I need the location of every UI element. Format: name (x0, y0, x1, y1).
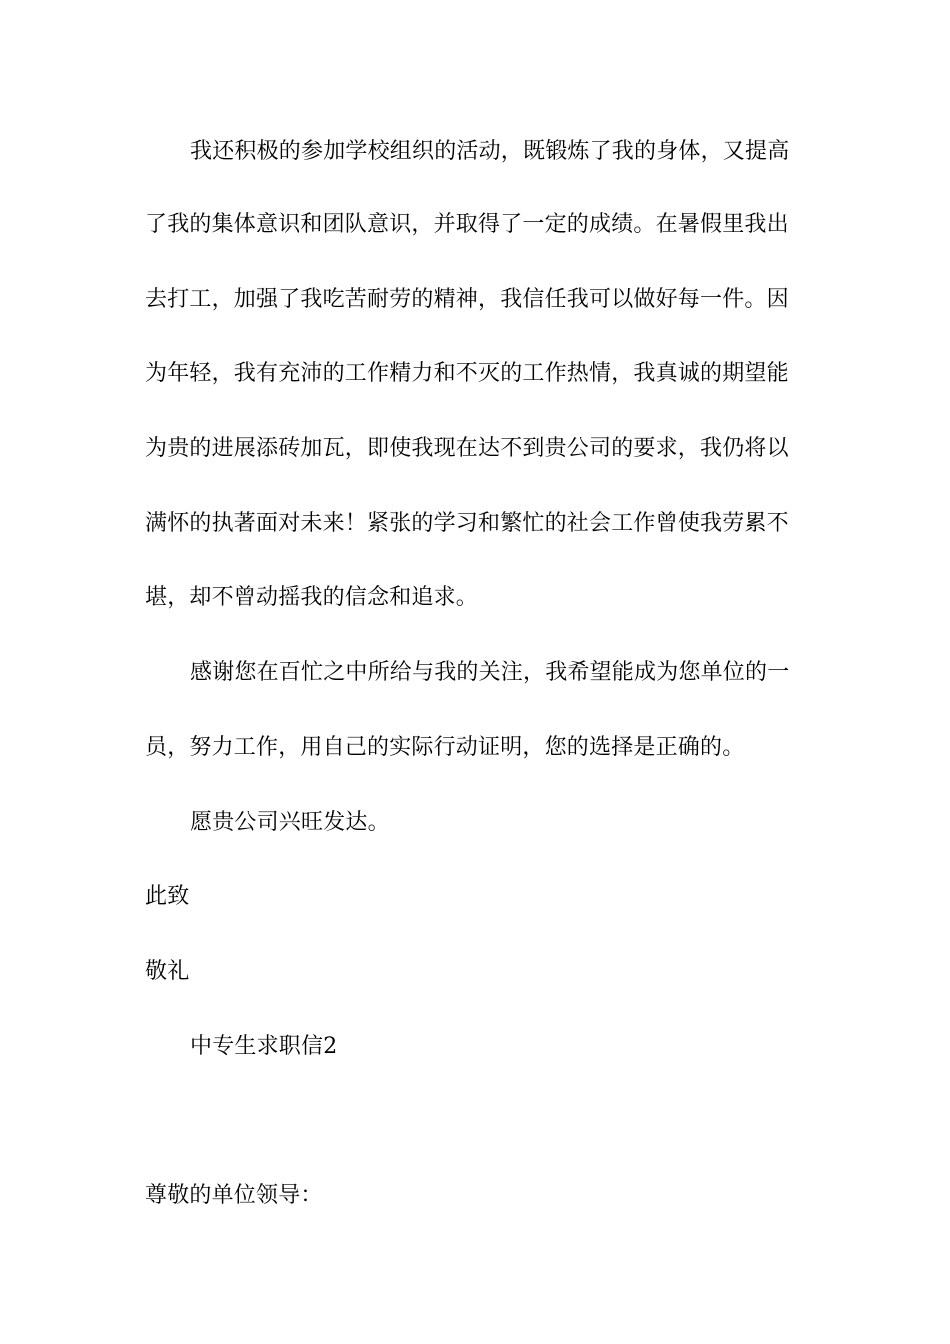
paragraph-2-line-1: 感谢您在百忙之中所给与我的关注，我希望能成为您单位的一 (190, 660, 790, 685)
salutation: 尊敬的单位领导： (145, 1183, 323, 1208)
paragraph-1-line-2: 了我的集体意识和团队意识，并取得了一定的成绩。在暑假里我出 (145, 212, 789, 237)
paragraph-1-line-3: 去打工，加强了我吃苦耐劳的精神，我信任我可以做好每一件。因 (145, 287, 789, 312)
closing-jing-li: 敬礼 (145, 959, 190, 984)
paragraph-2-line-2: 员，努力工作，用自己的实际行动证明，您的选择是正确的。 (145, 735, 745, 760)
paragraph-1-line-4: 为年轻，我有充沛的工作精力和不灭的工作热情，我真诚的期望能 (145, 361, 789, 386)
closing-wish: 愿贵公司兴旺发达。 (190, 810, 390, 835)
paragraph-1-line-5: 为贵的进展添砖加瓦，即使我现在达不到贵公司的要求，我仍将以 (145, 436, 789, 461)
paragraph-1-line-6: 满怀的执著面对未来！紧张的学习和繁忙的社会工作曾使我劳累不 (145, 511, 789, 536)
paragraph-1-line-7: 堪，却不曾动摇我的信念和追求。 (145, 585, 479, 610)
section-title: 中专生求职信2 (190, 1034, 338, 1059)
closing-ci-zhi: 此致 (145, 884, 190, 909)
paragraph-1-line-1: 我还积极的参加学校组织的活动，既锻炼了我的身体，又提高 (190, 139, 790, 164)
